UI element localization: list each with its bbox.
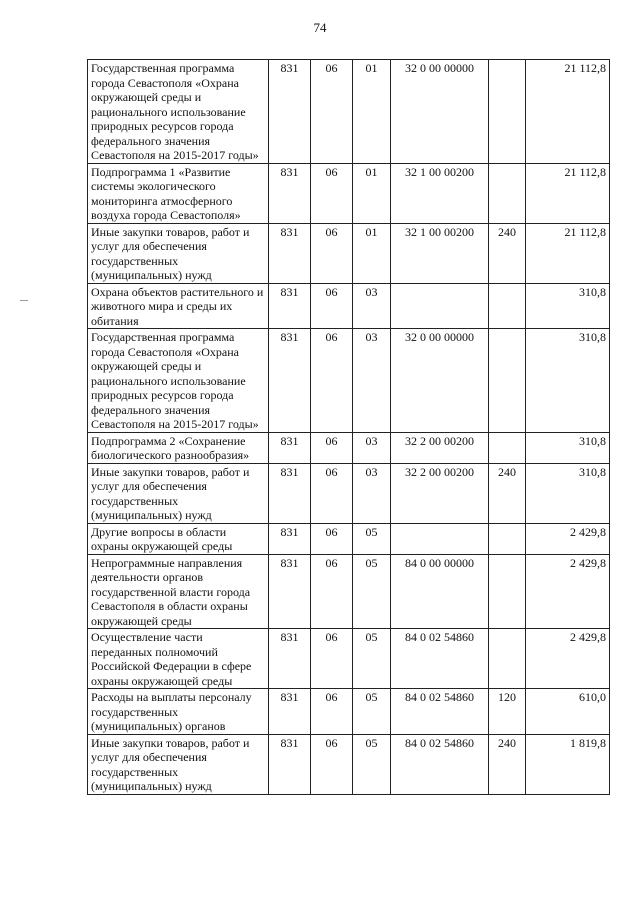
cell-name: Подпрограмма 2 «Сохранение биологического разнообразия»	[88, 432, 269, 463]
cell-ministry-code: 831	[269, 629, 311, 689]
cell-expense-type: 240	[489, 734, 526, 794]
cell-ministry-code: 831	[269, 689, 311, 735]
cell-name: Иные закупки товаров, работ и услуг для обеспечения государственных (муниципальных) нужд	[88, 223, 269, 283]
cell-expense-type	[489, 283, 526, 329]
cell-expense-type	[489, 554, 526, 629]
cell-expense-type	[489, 60, 526, 164]
budget-table-body	[88, 60, 610, 795]
cell-sum: 310,8	[526, 432, 610, 463]
cell-ministry-code: 831	[269, 432, 311, 463]
table-row	[88, 432, 610, 463]
cell-section: 06	[311, 554, 353, 629]
cell-ministry-code: 831	[269, 523, 311, 554]
cell-target-article: 84 0 02 54860	[391, 629, 489, 689]
cell-name: Охрана объектов растительного и животного мира и среды их обитания	[88, 283, 269, 329]
cell-subsection: 05	[353, 554, 391, 629]
cell-name: Государственная программа города Севастополя «Охрана окружающей среды и рационального использование природных ресурсов города федерального значения Севастополя на 2015-2017 годы»	[88, 60, 269, 164]
cell-sum: 21 112,8	[526, 163, 610, 223]
cell-name: Осуществление части переданных полномочий Российской Федерации в сфере охраны окружающей среды	[88, 629, 269, 689]
budget-table	[87, 59, 610, 795]
cell-expense-type	[489, 629, 526, 689]
cell-sum: 21 112,8	[526, 223, 610, 283]
cell-ministry-code: 831	[269, 329, 311, 433]
table-row	[88, 60, 610, 164]
cell-section: 06	[311, 163, 353, 223]
cell-subsection: 01	[353, 223, 391, 283]
table-row	[88, 163, 610, 223]
cell-section: 06	[311, 463, 353, 523]
cell-ministry-code: 831	[269, 223, 311, 283]
cell-subsection: 03	[353, 329, 391, 433]
cell-ministry-code: 831	[269, 554, 311, 629]
cell-sum: 310,8	[526, 463, 610, 523]
cell-target-article: 32 2 00 00200	[391, 432, 489, 463]
cell-sum: 310,8	[526, 283, 610, 329]
table-row	[88, 523, 610, 554]
cell-target-article: 84 0 02 54860	[391, 734, 489, 794]
cell-target-article: 32 2 00 00200	[391, 463, 489, 523]
cell-name: Расходы на выплаты персоналу государственных (муниципальных) органов	[88, 689, 269, 735]
cell-ministry-code: 831	[269, 163, 311, 223]
margin-mark	[20, 300, 28, 301]
cell-target-article: 84 0 02 54860	[391, 689, 489, 735]
table-row	[88, 734, 610, 794]
cell-section: 06	[311, 689, 353, 735]
cell-target-article	[391, 283, 489, 329]
cell-name: Иные закупки товаров, работ и услуг для обеспечения государственных (муниципальных) нужд	[88, 463, 269, 523]
cell-subsection: 05	[353, 734, 391, 794]
cell-subsection: 05	[353, 629, 391, 689]
cell-name: Государственная программа города Севастополя «Охрана окружающей среды и рационального использование природных ресурсов города федерального значения Севастополя на 2015-2017 годы»	[88, 329, 269, 433]
cell-ministry-code: 831	[269, 283, 311, 329]
cell-subsection: 01	[353, 163, 391, 223]
cell-expense-type	[489, 432, 526, 463]
cell-subsection: 05	[353, 689, 391, 735]
cell-ministry-code: 831	[269, 734, 311, 794]
cell-section: 06	[311, 329, 353, 433]
cell-sum: 2 429,8	[526, 629, 610, 689]
cell-section: 06	[311, 523, 353, 554]
cell-sum: 610,0	[526, 689, 610, 735]
cell-subsection: 03	[353, 463, 391, 523]
cell-expense-type: 240	[489, 463, 526, 523]
table-row	[88, 329, 610, 433]
table-row	[88, 283, 610, 329]
cell-subsection: 03	[353, 432, 391, 463]
cell-section: 06	[311, 432, 353, 463]
cell-section: 06	[311, 283, 353, 329]
cell-target-article: 32 1 00 00200	[391, 223, 489, 283]
cell-target-article: 84 0 00 00000	[391, 554, 489, 629]
cell-name: Иные закупки товаров, работ и услуг для обеспечения государственных (муниципальных) нужд	[88, 734, 269, 794]
table-row	[88, 223, 610, 283]
cell-sum: 310,8	[526, 329, 610, 433]
cell-expense-type	[489, 163, 526, 223]
cell-subsection: 05	[353, 523, 391, 554]
cell-expense-type: 120	[489, 689, 526, 735]
cell-expense-type	[489, 523, 526, 554]
cell-subsection: 03	[353, 283, 391, 329]
cell-expense-type: 240	[489, 223, 526, 283]
cell-name: Подпрограмма 1 «Развитие системы экологического мониторинга атмосферного воздуха города Севастополя»	[88, 163, 269, 223]
table-row	[88, 689, 610, 735]
cell-name: Непрограммные направления деятельности органов государственной власти города Севастополя в области охраны окружающей среды	[88, 554, 269, 629]
cell-section: 06	[311, 734, 353, 794]
cell-section: 06	[311, 223, 353, 283]
cell-section: 06	[311, 629, 353, 689]
table-row	[88, 554, 610, 629]
table-row	[88, 629, 610, 689]
cell-target-article: 32 0 00 00000	[391, 60, 489, 164]
page-number: 74	[313, 20, 327, 35]
cell-name: Другие вопросы в области охраны окружающей среды	[88, 523, 269, 554]
cell-sum: 1 819,8	[526, 734, 610, 794]
cell-ministry-code: 831	[269, 60, 311, 164]
cell-target-article: 32 1 00 00200	[391, 163, 489, 223]
cell-section: 06	[311, 60, 353, 164]
cell-sum: 21 112,8	[526, 60, 610, 164]
cell-target-article: 32 0 00 00000	[391, 329, 489, 433]
cell-expense-type	[489, 329, 526, 433]
table-row	[88, 463, 610, 523]
cell-target-article	[391, 523, 489, 554]
cell-ministry-code: 831	[269, 463, 311, 523]
cell-subsection: 01	[353, 60, 391, 164]
cell-sum: 2 429,8	[526, 554, 610, 629]
cell-sum: 2 429,8	[526, 523, 610, 554]
